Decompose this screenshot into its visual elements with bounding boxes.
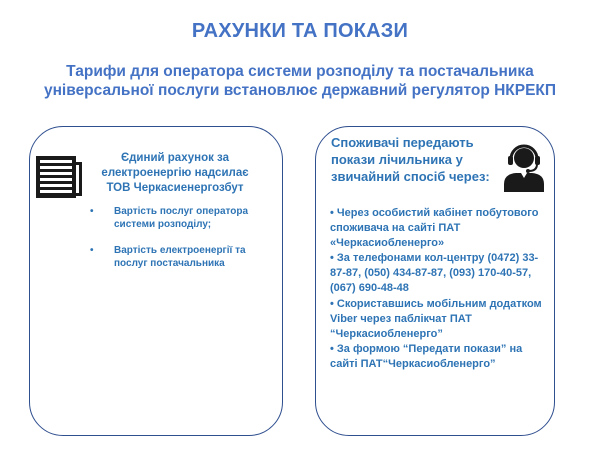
page-title: РАХУНКИ ТА ПОКАЗИ	[191, 20, 409, 42]
list-item: • Через особистий кабінет побутового споживача на сайті ПАТ «Черкасиобленерго»	[330, 207, 539, 250]
readings-heading-line: покази лічильника у	[331, 152, 463, 167]
bill-heading-line: ТОВ Черкасиенергозбут	[106, 182, 244, 194]
readings-methods-list	[330, 206, 550, 372]
list-item: • Вартість електроенергії та послуг постачальника	[88, 245, 268, 270]
bill-items-list	[88, 206, 268, 284]
subtitle-line: універсальної послуги встановлює державний регулятор НКРЕКП	[43, 82, 557, 99]
bill-heading-line: Єдиний рахунок за	[120, 152, 230, 164]
list-item: • Скориставшись мобільним додатком Viber через паблікчат ПАТ “Черкасиобленерго”	[330, 297, 542, 340]
bill-heading	[90, 151, 260, 196]
list-item: • За телефонами кол-центру (0472) 33-87-87, (050) 434-87-87, (093) 170-40-57, (067) 690-48-48	[330, 252, 539, 295]
readings-heading-line: Споживачі передають	[331, 135, 474, 150]
list-item: • Вартість послуг оператора системи розподілу;	[88, 206, 268, 231]
call-center-operator-icon	[500, 142, 548, 192]
bill-heading-line: електроенергію надсилає	[101, 167, 249, 179]
subtitle-line: Тарифи для оператора системи розподілу та постачальника	[66, 63, 534, 80]
readings-heading	[331, 134, 501, 185]
newspaper-icon	[36, 156, 82, 198]
readings-heading-line: звичайний спосіб через:	[331, 169, 490, 184]
list-item: • За формою “Передати покази” на сайті ПАТ“Черкасиобленерго”	[330, 342, 523, 370]
page-subtitle	[20, 62, 580, 100]
